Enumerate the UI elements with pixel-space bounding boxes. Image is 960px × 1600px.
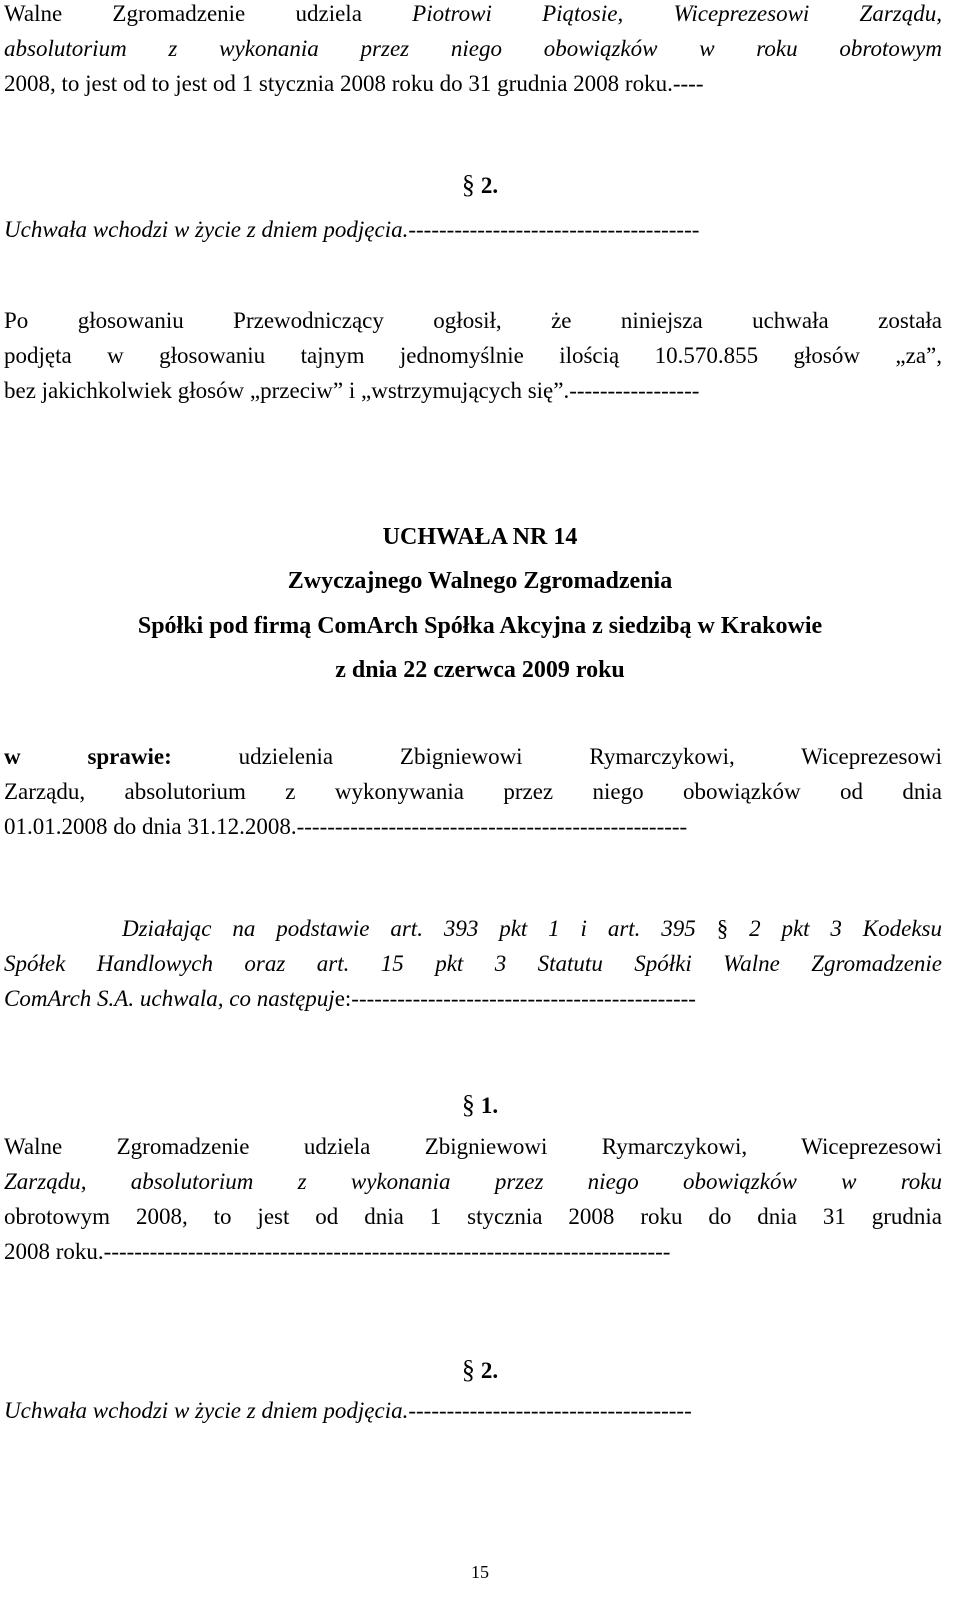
resolution-subject: w sprawie: udzielenia Zbigniewowi Rymarczykowi, Wiceprezesowi Zarządu, absolutorium z wykonywania przez niego obowiązków od dnia 01.01.2008 do dnia 31.12.2008.--------------------------------------------------- [4,744,942,839]
section-symbol: § [461,1090,475,1119]
section-symbol: § [461,1355,475,1384]
resolution-date: z dnia 22 czerwca 2009 roku [335,657,625,683]
page-number: 15 [471,1562,489,1582]
absolution-paragraph-rymarczyk: Walne Zgromadzenie udziela Zbigniewowi Rymarczykowi, Wiceprezesowi Zarządu, absolutorium z wykonania przez niego obowiązków w roku obrotowym 2008, to jest od dnia 1 stycznia 2008 roku do dnia 31 grudnia 2008 roku.-------------------------------------------------------------------------- [4,1134,942,1264]
legal-basis-paragraph: Działając na podstawie art. 393 pkt 1 i art. 395 § 2 pkt 3 Kodeksu Spółek Handlowych oraz art. 15 pkt 3 Statutu Spółki Walne Zgromadzenie ComArch S.A. uchwala, co następuje:--------------------------------------------- [4,916,943,1011]
resolution-number: UCHWAŁA NR 14 [382,524,578,550]
resolution-assembly: Zwyczajnego Walnego Zgromadzenia [287,568,673,594]
paragraph-heading-2b: § 2. [461,1355,499,1384]
absolution-line-1: Walne Zgromadzenie udziela Piotrowi Piątosie, Wiceprezesowi Zarządu, [4,1,943,26]
absolution-paragraph-piatosa [4,0,942,101]
effective-date-clause-2: Uchwała wchodzi w życie z dniem podjęcia.------------------------------------- [4,1398,692,1423]
section-symbol: § [461,170,475,199]
voting-result-paragraph: Po głosowaniu Przewodniczący ogłosił, że niniejsza uchwała została podjęta w głosowaniu tajnym jednomyślnie ilością 10.570.855 głosów „za”, bez jakichkolwiek głosów „przeciw” i „wstrzymujących się”.----------------- [4,308,942,403]
effective-date-clause: Uchwała wchodzi w życie z dniem podjęcia.-------------------------------------- [4,217,700,242]
resolution-company: Spółki pod firmą ComArch Spółka Akcyjna z siedzibą w Krakowie [137,613,823,639]
absolution-line-3: 2008, to jest od to jest od 1 stycznia 2008 roku do 31 grudnia 2008 roku.---- [4,71,704,96]
absolution-line-2: absolutorium z wykonania przez niego obowiązków w roku obrotowym [4,36,942,61]
subject-label: w sprawie: [4,744,172,769]
paragraph-heading-2: § 2. [461,170,499,199]
paragraph-heading-1: § 1. [461,1090,499,1119]
